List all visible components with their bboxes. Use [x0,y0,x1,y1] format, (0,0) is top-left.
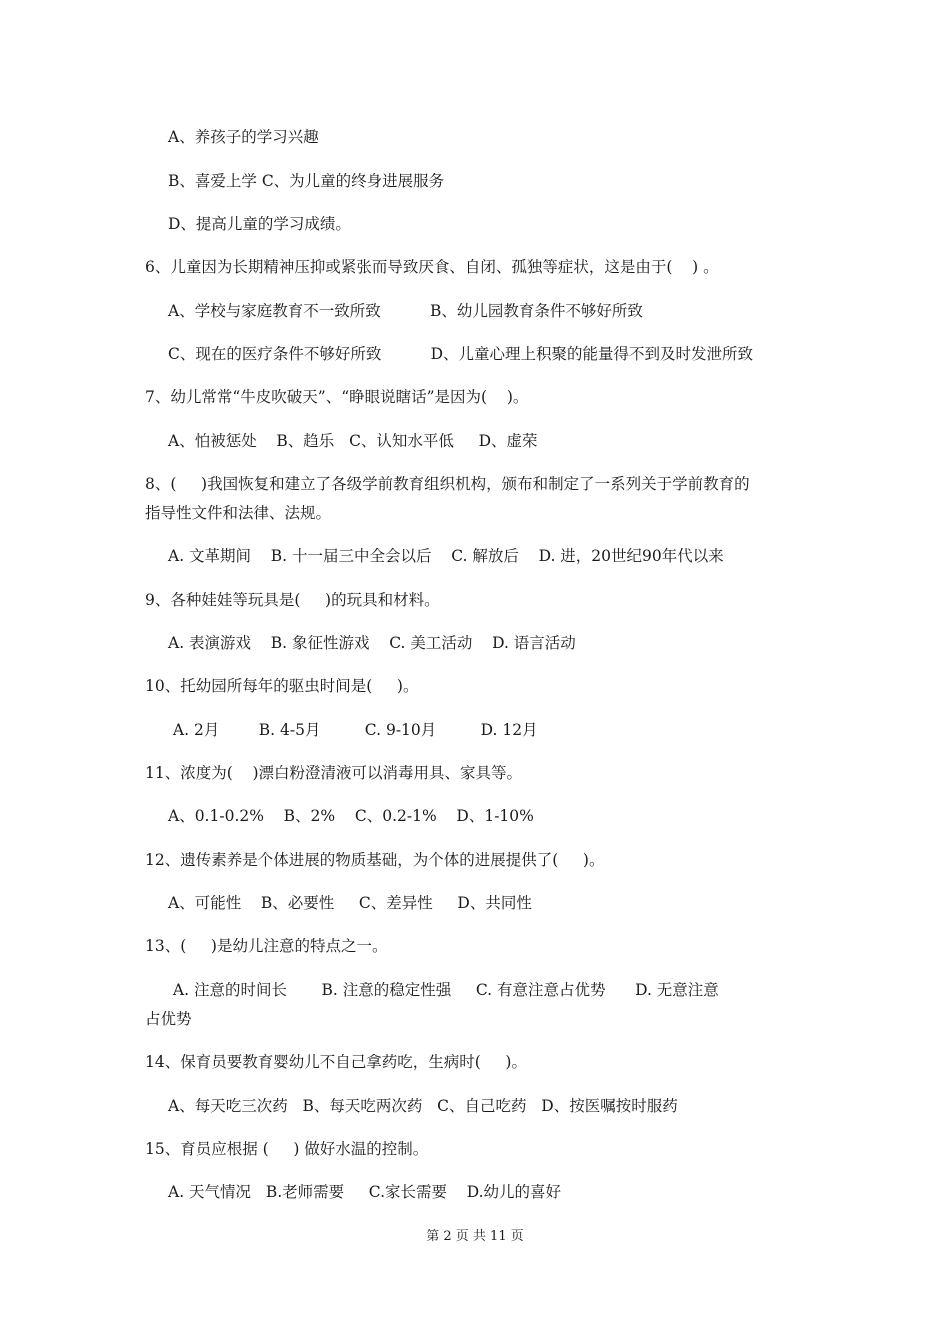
q7-options: A、怕被惩处 B、趋乐 C、认知水平低 D、虚荣 [168,432,538,450]
question-10: 10、托幼园所每年的驱虫时间是( )。 [145,677,419,695]
question-8: 8、( )我国恢复和建立了各级学前教育组织机构，颁布和制定了一系列关于学前教育的 [145,475,750,493]
q11-options: A、0.1-0.2% B、2% C、0.2-1% D、1-10% [168,807,534,825]
question-7: 7、幼儿常常“牛皮吹破天”、“睁眼说瞎话”是因为( )。 [145,388,529,406]
q10-options: A. 2月 B. 4-5月 C. 9-10月 D. 12月 [168,721,538,739]
q14-options: A、每天吃三次药 B、每天吃两次药 C、自己吃药 D、按医嘱按时服药 [168,1097,678,1115]
question-8-continued: 指导性文件和法律、法规。 [145,504,332,522]
page-footer: 第 2 页 共 11 页 [426,1229,524,1244]
q8-options: A. 文革期间 B. 十一届三中全会以后 C. 解放后 D. 进，20世纪90年代以来 [168,547,724,565]
q9-options: A. 表演游戏 B. 象征性游戏 C. 美工活动 D. 语言活动 [168,634,576,652]
q6-options-ab: A、学校与家庭教育不一致所致 B、幼儿园教育条件不够好所致 [168,302,643,320]
question-11: 11、浓度为( )漂白粉澄清液可以消毒用具、家具等。 [145,764,523,782]
q15-options: A. 天气情况 B.老师需要 C.家长需要 D.幼儿的喜好 [168,1183,562,1201]
q6-options-cd: C、现在的医疗条件不够好所致 D、儿童心理上积聚的能量得不到及时发泄所致 [168,345,754,363]
q12-options: A、可能性 B、必要性 C、差异性 D、共同性 [168,894,532,912]
question-13: 13、( )是幼儿注意的特点之一。 [145,937,388,955]
question-6: 6、儿童因为长期精神压抑或紧张而导致厌食、自闭、孤独等症状，这是由于( ) 。 [145,258,719,276]
q5-option-a: A、养孩子的学习兴趣 [168,128,319,146]
q5-option-d: D、提高儿童的学习成绩。 [168,215,351,233]
question-12: 12、遗传素养是个体进展的物质基础，为个体的进展提供了( )。 [145,851,605,869]
question-9: 9、各种娃娃等玩具是( )的玩具和材料。 [145,591,440,609]
question-14: 14、保育员要教育婴幼儿不自己拿药吃，生病时( )。 [145,1053,527,1071]
q13-options-continued: 占优势 [145,1010,192,1028]
question-15: 15、育员应根据 ( ) 做好水温的控制。 [145,1140,429,1158]
q13-options: A. 注意的时间长 B. 注意的稳定性强 C. 有意注意占优势 D. 无意注意 [168,981,719,999]
q5-option-b-c: B、喜爱上学 C、为儿童的终身进展服务 [168,172,445,190]
